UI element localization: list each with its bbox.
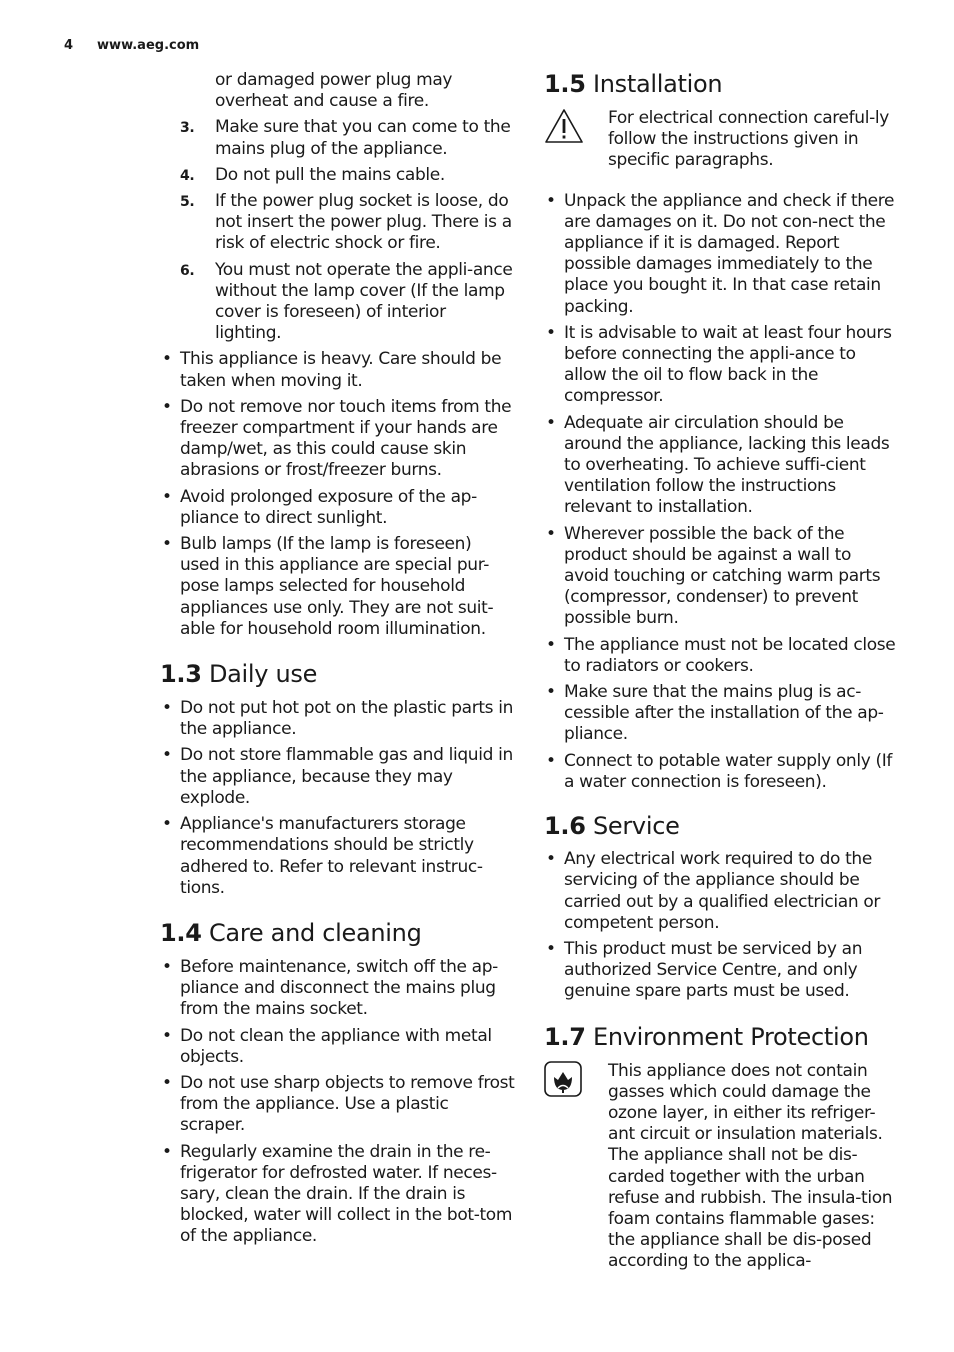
bullet-icon: • [162, 486, 172, 507]
section-title: Daily use [208, 660, 318, 689]
list-item-text: Bulb lamps (If the lamp is foreseen) used in this appliance are special pur-pose lamps selected for household appliances use only. They are not suit-able for household room illumination. [180, 534, 494, 639]
list-item-text: Make sure that you can come to the mains plug of the appliance. [215, 117, 511, 159]
list-item [160, 534, 515, 640]
list-item [160, 698, 515, 740]
list-item-text: Connect to potable water supply only (If a water connection is foreseen). [564, 750, 893, 792]
list-item [544, 524, 896, 630]
list-number: 4. [180, 167, 195, 184]
list-item-text: Do not use sharp objects to remove frost from the appliance. Use a plastic scraper. [180, 1072, 515, 1136]
section-number: 1.5 [544, 70, 586, 98]
section-heading-care-and-cleaning [160, 918, 515, 948]
list-item [160, 191, 515, 255]
list-number: 3. [180, 120, 195, 137]
bullet-icon: • [546, 634, 556, 655]
right-column [544, 70, 896, 1273]
section-title: Installation [592, 70, 723, 98]
bullet-icon: • [546, 412, 556, 433]
bullet-list [544, 849, 896, 1002]
bullet-icon: • [162, 698, 172, 719]
section-heading-daily-use [160, 659, 515, 689]
list-item [544, 191, 896, 318]
environment-note [544, 1061, 896, 1273]
section-number: 1.3 [160, 660, 202, 689]
numbered-list [160, 70, 515, 344]
page-header [64, 38, 199, 53]
list-item [160, 397, 515, 482]
bullet-icon: • [162, 1072, 172, 1093]
list-item-text: Do not store flammable gas and liquid in the appliance, because they may explode. [180, 745, 513, 808]
list-item-text: Do not remove nor touch items from the freezer compartment if your hands are damp/wet, as this could cause skin abrasions or frost/freezer burns. [180, 396, 512, 481]
list-item-text: Unpack the appliance and check if there are damages on it. Do not con-nect the appliance if it is damaged. Report possible damages immediately to the place you bought it. In that case retain packing. [564, 190, 895, 317]
note-text: This appliance does not contain gasses which could damage the ozone layer, in either its refriger-ant circuit or insulation materials. The appliance shall not be dis-carded together with the urban refuse and rubbish. The insula-tion foam contains flammable gases: the appliance shall be dis-posed according to the applica- [608, 1060, 893, 1272]
list-item [160, 814, 515, 899]
section-title: Service [592, 812, 680, 841]
list-item [544, 849, 896, 934]
list-item [160, 260, 515, 345]
list-item-text: It is advisable to wait at least four hours before connecting the appli-ance to allow the oil to flow back in the compressor. [564, 322, 892, 407]
bullet-icon: • [162, 956, 172, 977]
list-item-text: Adequate air circulation should be around the appliance, lacking this leads to overheating. To achieve suffi-cient ventilation follow the instructions relevant to installation. [564, 412, 890, 518]
bullet-list [160, 698, 515, 899]
environment-plant-icon [544, 1061, 582, 1103]
bullet-icon: • [162, 534, 172, 555]
bullet-icon: • [546, 938, 556, 959]
list-item [544, 682, 896, 746]
list-item [544, 323, 896, 408]
list-item [160, 70, 515, 112]
list-item [160, 957, 515, 1021]
bullet-icon: • [162, 1141, 172, 1162]
list-item [160, 1026, 515, 1068]
list-number: 6. [180, 262, 195, 279]
bullet-icon: • [162, 396, 172, 417]
note-text: For electrical connection careful-ly follow the instructions given in specific paragraphs. [608, 108, 889, 171]
list-item [544, 751, 896, 793]
list-item [160, 487, 515, 529]
section-number: 1.4 [160, 918, 202, 947]
bullet-icon: • [546, 682, 556, 703]
list-item-text: Appliance's manufacturers storage recommendations should be strictly adhered to. Refer to relevant instruc-tions. [180, 814, 483, 898]
list-item [160, 117, 515, 159]
bullet-icon: • [162, 745, 172, 766]
page-number: 4 [64, 38, 74, 53]
bullet-list [160, 349, 515, 640]
bullet-list [544, 191, 896, 793]
website-url: www.aeg.com [97, 38, 200, 53]
warning-note [544, 108, 896, 172]
list-item-text: Do not clean the appliance with metal objects. [180, 1025, 492, 1067]
bullet-icon: • [546, 322, 556, 343]
list-number: 5. [180, 194, 195, 211]
bullet-icon: • [546, 750, 556, 771]
list-item-text: Before maintenance, switch off the ap-pliance and disconnect the mains plug from the mains socket. [180, 956, 498, 1020]
bullet-icon: • [162, 1025, 172, 1046]
list-item [544, 413, 896, 519]
list-item-text: or damaged power plug may overheat and cause a fire. [215, 70, 453, 112]
bullet-icon: • [162, 349, 172, 370]
section-title: Care and cleaning [208, 918, 422, 947]
bullet-icon: • [546, 190, 556, 211]
section-heading-installation [544, 69, 896, 99]
bullet-icon: • [162, 814, 172, 835]
bullet-icon: • [546, 523, 556, 544]
section-heading-service [544, 811, 896, 841]
list-item-text: Regularly examine the drain in the re-frigerator for defrosted water. If neces-sary, clean the drain. If the drain is blocked, water will collect in the bot-tom of the appliance. [180, 1141, 513, 1247]
list-item [160, 1073, 515, 1137]
bullet-icon: • [546, 849, 556, 870]
list-item-text: Do not pull the mains cable. [215, 164, 445, 185]
list-item-text: Avoid prolonged exposure of the ap-pliance to direct sunlight. [180, 486, 477, 528]
list-item [544, 635, 896, 677]
list-item-text: Do not put hot pot on the plastic parts in the appliance. [180, 698, 514, 740]
list-item-text: This appliance is heavy. Care should be taken when moving it. [180, 349, 502, 391]
section-title: Environment Protection [592, 1022, 869, 1051]
list-item-text: You must not operate the appli-ance without the lamp cover (If the lamp cover is foreseen) of interior lighting. [215, 259, 513, 344]
section-heading-environment-protection [544, 1022, 896, 1052]
list-item-text: If the power plug socket is loose, do not insert the power plug. There is a risk of electric shock or fire. [215, 191, 512, 254]
list-item [160, 165, 515, 186]
list-item-text: Make sure that the mains plug is ac-cessible after the installation of the ap-pliance. [564, 682, 884, 745]
list-item [160, 745, 515, 809]
list-item-text: This product must be serviced by an authorized Service Centre, and only genuine spare parts must be used. [564, 938, 863, 1002]
section-number: 1.7 [544, 1022, 586, 1051]
list-item-text: Wherever possible the back of the product should be against a wall to avoid touching or catching warm parts (compressor, condenser) to prevent possible burn. [564, 523, 881, 629]
bullet-list [160, 957, 515, 1248]
list-item-text: Any electrical work required to do the servicing of the appliance should be carried out by a qualified electrician or competent person. [564, 849, 881, 933]
list-item [544, 939, 896, 1003]
left-column [160, 70, 515, 1253]
section-number: 1.6 [544, 812, 586, 841]
list-item-text: The appliance must not be located close to radiators or cookers. [564, 634, 896, 676]
list-item [160, 1142, 515, 1248]
warning-triangle-icon [544, 108, 584, 150]
list-item [160, 349, 515, 391]
